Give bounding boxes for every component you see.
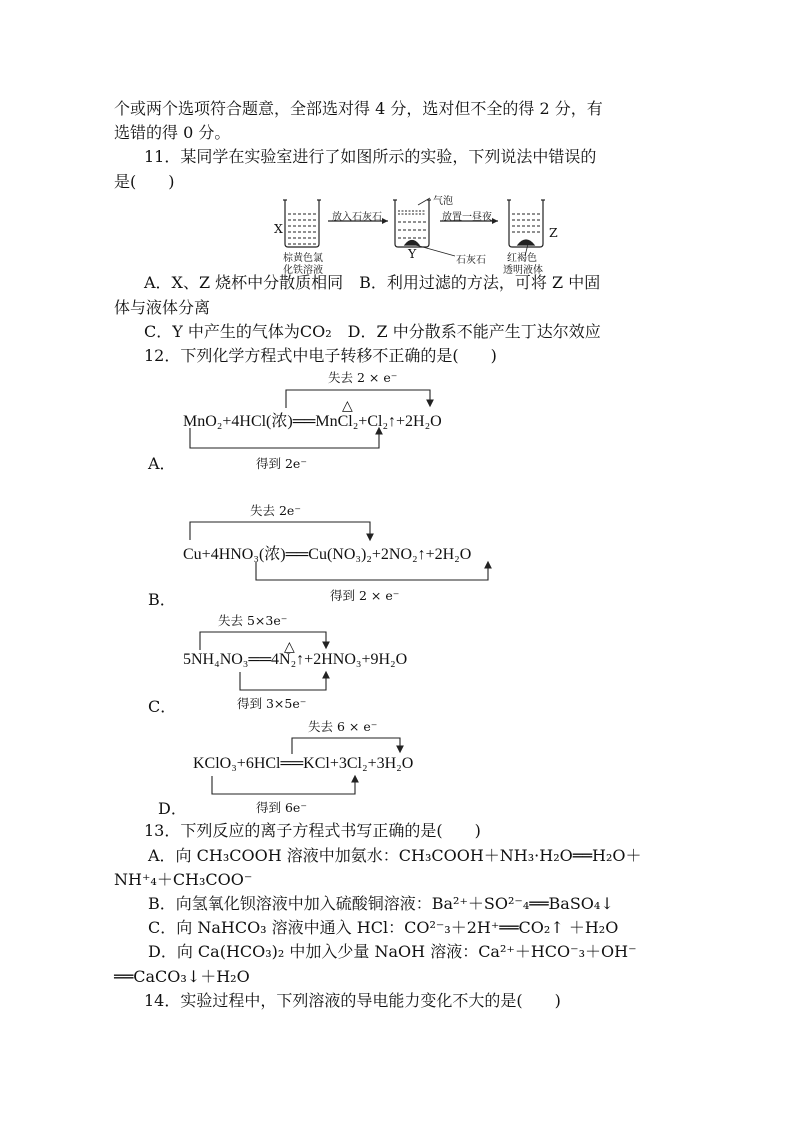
bubble-label: 气泡 bbox=[433, 196, 453, 207]
q12-a-label: A． bbox=[148, 454, 176, 473]
q13-option-a-line-1: A．向 CH₃COOH 溶液中加氨水：CH₃COOH＋NH₃·H₂O══H₂O＋ bbox=[148, 846, 642, 865]
q12-c-label: C． bbox=[148, 697, 177, 716]
q12-d-gain-label: 得到 6e⁻ bbox=[256, 800, 307, 815]
q13-stem: 13．下列反应的离子方程式书写正确的是( ) bbox=[144, 821, 481, 840]
q13-option-d-line-2: ══CaCO₃↓＋H₂O bbox=[114, 967, 250, 986]
q11-stem-line-2: 是( ) bbox=[114, 172, 175, 191]
q12-a-gain-label: 得到 2e⁻ bbox=[256, 456, 307, 471]
label-y: Y bbox=[408, 246, 417, 261]
intro-line-1: 个或两个选项符合题意，全部选对得 4 分，选对但不全的得 2 分，有 bbox=[114, 99, 603, 118]
q12-c-heat-sign: △ bbox=[284, 639, 295, 655]
q12-c-gain-label: 得到 3×5e⁻ bbox=[237, 696, 307, 711]
intro-line-2: 选错的得 0 分。 bbox=[114, 123, 231, 142]
q12-d-equation: KClO₃+6HCl══KCl+3Cl₂+3H₂O bbox=[193, 755, 414, 772]
arrow-2-label: 放置一昼夜 bbox=[442, 212, 492, 223]
limestone-label: 石灰石 bbox=[456, 255, 486, 266]
q12-b-lost-label: 失去 2e⁻ bbox=[250, 503, 301, 518]
q12-d-lost-label: 失去 6 × e⁻ bbox=[308, 719, 378, 734]
q12-b-gain-label: 得到 2 × e⁻ bbox=[330, 588, 400, 603]
q12-b-label: B． bbox=[148, 590, 176, 609]
q12-stem: 12．下列化学方程式中电子转移不正确的是( ) bbox=[144, 346, 497, 365]
arrow-1-label: 放入石灰石 bbox=[332, 212, 382, 223]
q11-stem-line-1: 11．某同学在实验室进行了如图所示的实验，下列说法中错误的 bbox=[144, 147, 597, 166]
q12-a-equation: MnO₂+4HCl(浓)══MnCl₂+Cl₂↑+2H₂O bbox=[183, 413, 442, 430]
q11-option-a-b: A．X、Z 烧杯中分散质相同 B．利用过滤的方法，可将 Z 中固 bbox=[144, 273, 601, 292]
q14-stem: 14．实验过程中，下列溶液的导电能力变化不大的是( ) bbox=[144, 991, 561, 1010]
q13-option-d-line-1: D．向 Ca(HCO₃)₂ 中加入少量 NaOH 溶液：Ca²⁺＋HCO⁻₃＋OH⁻ bbox=[148, 942, 637, 961]
x-desc-line-2: 化铁溶液 bbox=[283, 265, 323, 276]
q12-d-label: D． bbox=[158, 799, 187, 818]
x-desc-line-1: 棕黄色氯 bbox=[283, 253, 323, 264]
label-z: Z bbox=[549, 225, 558, 240]
q13-option-c: C．向 NaHCO₃ 溶液中通入 HCl：CO²⁻₃＋2H⁺══CO₂↑ ＋H₂O bbox=[148, 918, 619, 937]
q12-b-equation: Cu+4HNO₃(浓)══Cu(NO₃)₂+2NO₂↑+2H₂O bbox=[183, 546, 472, 563]
q12-c-equation: 5NH₄NO₃══4N₂↑+2HNO₃+9H₂O bbox=[183, 651, 408, 668]
q12-a-heat-sign: △ bbox=[342, 398, 353, 414]
q12-c-lost-label: 失去 5×3e⁻ bbox=[218, 613, 288, 628]
q13-option-a-line-2: NH⁺₄＋CH₃COO⁻ bbox=[114, 870, 253, 889]
z-desc-line-2: 透明液体 bbox=[503, 265, 543, 276]
q13-option-b: B．向氢氧化钡溶液中加入硫酸铜溶液：Ba²⁺＋SO²⁻₄══BaSO₄↓ bbox=[148, 894, 614, 913]
q11-option-b-cont: 体与液体分离 bbox=[114, 298, 211, 317]
label-x: X bbox=[274, 221, 283, 236]
q12-a-lost-label: 失去 2 × e⁻ bbox=[328, 370, 398, 385]
z-desc-line-1: 红褐色 bbox=[507, 253, 537, 264]
q11-option-c-d: C．Y 中产生的气体为CO₂ D．Z 中分散系不能产生丁达尔效应 bbox=[144, 322, 601, 341]
